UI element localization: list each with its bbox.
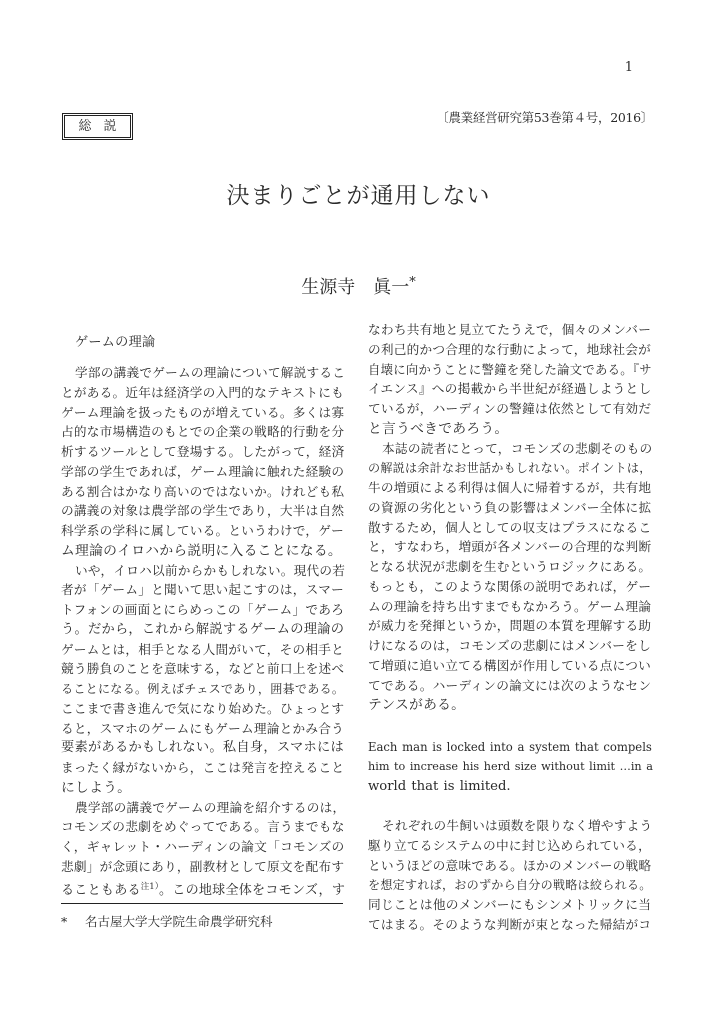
text-line: てである。ハーディンの論文には次のようなセン	[368, 677, 652, 693]
text-line: なわち共有地と見立てたうえで，個々のメンバー	[368, 322, 652, 337]
text-line: にしよう。	[61, 779, 132, 796]
text-line: まったく縁がないから，ここは発言を控えること	[61, 760, 345, 775]
text-line: 占的な市場構造のもとでの企業の戦略的行動を分	[61, 424, 345, 440]
quote-line: world that is limited.	[368, 778, 511, 794]
text-line: 散するため，個人としての収支はプラスになるこ	[368, 519, 652, 535]
text-line: コモンズの悲劇をめぐってである。言うまでもな	[61, 819, 345, 835]
text-line: 同じことは他のメンバーにもシンメトリックに当	[368, 897, 652, 912]
text-line: 自壊に向かうことに警鐘を発した論文である。『サ	[368, 362, 652, 377]
text-line: ムの理論を持ち出すまでもなかろう。ゲーム理論	[368, 598, 652, 614]
section-heading: ゲームの理論	[75, 335, 156, 350]
text-line: と，すなわち，増頭が各メンバーの合理的な判断	[368, 539, 652, 555]
text-line: いや，イロハ以前からかもしれない。現代の若	[75, 562, 346, 578]
text-line: 要素があるかもしれない。私自身，スマホには	[61, 740, 344, 756]
text-line: イエンス』への掲載から半世紀が経過しようとし	[368, 381, 652, 397]
author-affiliation-mark: *	[409, 275, 416, 290]
text-line	[61, 877, 344, 897]
text-line: てはまる。そのような判断が束となった帰結がコ	[368, 916, 652, 932]
footnote-separator	[61, 903, 343, 904]
text-line: となる状況が悲劇を生むというロジックにある。	[368, 559, 652, 574]
text-line: ゲーム理論を扱ったものが増えている。多くは寡	[61, 404, 345, 420]
text-line: トフォンの画面とにらめっこの「ゲーム」であろ	[61, 602, 345, 617]
text-line: 競う勝負のことを意味する，などと前口上を述べ	[61, 661, 345, 677]
category-label: 総説	[64, 115, 131, 138]
text-line: て増頭に追い立てる構図が作用している点につい	[368, 657, 651, 673]
text-line: 学部の学生であれば，ゲーム理論に触れた経験の	[61, 463, 345, 479]
text-line: く，ギャレット・ハーディンの論文「コモンズの	[61, 839, 345, 854]
text-fragment: ることもある	[61, 882, 141, 898]
text-line: ると，スマホのゲームにもゲーム理論とかみ合う	[61, 720, 344, 736]
text-line: ここまで書き進んで気になり始めた。ひょっとす	[61, 700, 345, 716]
text-line: もっとも，このような関係の説明であれば，ゲー	[368, 578, 652, 594]
text-line: が威力を発揮というか，問題の本質を理解する助	[368, 618, 652, 634]
text-line: 析するツールとして登場する。したがって，経済	[61, 444, 345, 459]
note-reference[interactable]: 注1）	[140, 881, 159, 892]
text-line: 科学系の学科に属している。というわけで，ゲー	[61, 523, 344, 538]
text-line: 駆り立てるシステムの中に封じ込められている，	[368, 837, 652, 853]
quote-line: him to increase his herd size without limit …in a	[368, 759, 653, 773]
text-line: の解説は余計なお世話かもしれない。ポイントは，	[368, 461, 652, 476]
text-line: けになるのは，コモンズの悲劇にはメンバーをし	[368, 638, 652, 653]
footnote-text: 名古屋大学大学院生命農学研究科	[85, 914, 273, 929]
text-line: とがある。近年は経済学の入門的なテキストにも	[61, 384, 344, 400]
footnote-mark: *	[61, 914, 68, 929]
text-line: ることになる。例えばチェスであり，囲碁である。	[61, 682, 345, 696]
text-line: 牛の増頭による利得は個人に帰着するが，共有地	[368, 480, 652, 495]
page-number: 1	[624, 60, 633, 75]
text-line: を想定すれば，おのずから自分の戦略は絞られる。	[368, 878, 652, 893]
text-line: の利己的かつ合理的な行動によって，地球社会が	[368, 341, 651, 357]
text-line: と言うべきであろう。	[368, 420, 509, 437]
text-line: 農学部の講義でゲームの理論を紹介するのは，	[75, 799, 346, 815]
text-fragment: 。この地球全体をコモンズ，す	[158, 882, 346, 898]
footnote	[61, 914, 273, 930]
journal-reference: 〔農業経営研究第53巻第４号，2016〕	[436, 110, 653, 125]
text-line: ム理論のイロハから説明に入ることになる。	[61, 542, 342, 559]
author-name: 生源寺 眞一	[301, 277, 410, 298]
text-line: 学部の講義でゲームの理論について解説するこ	[75, 365, 346, 380]
text-line: というほどの意味である。ほかのメンバーの戦略	[368, 857, 652, 873]
text-line: 本誌の読者にとって，コモンズの悲劇そのもの	[382, 440, 653, 456]
text-line: 悲劇」が念頭にあり，副教材として原文を配布す	[61, 858, 345, 874]
text-line: ているが，ハーディンの警鐘は依然として有効だ	[368, 401, 652, 416]
text-line: テンスがある。	[368, 697, 466, 714]
category-label-box	[62, 113, 133, 140]
text-line: ある割合はかなり高いのではないか。けれども私	[61, 483, 345, 499]
text-line: それぞれの牛飼いは頭数を限りなく増やすよう	[382, 818, 653, 833]
text-line: の資源の劣化という負の影響はメンバー全体に拡	[368, 499, 652, 515]
author-line	[0, 270, 717, 301]
text-line: 者が「ゲーム」と聞いて思い起こすのは，スマー	[61, 582, 344, 598]
text-line: の講義の対象は農学部の学生であり，大半は自然	[61, 503, 345, 519]
text-line: う。だから，これから解説するゲームの理論の	[61, 621, 345, 637]
quote-line: Each man is locked into a system that compels	[368, 740, 652, 754]
article-title: 決まりごとが通用しない	[226, 183, 491, 209]
text-line: ゲームとは，相手となる人間がいて，その相手と	[61, 641, 344, 657]
